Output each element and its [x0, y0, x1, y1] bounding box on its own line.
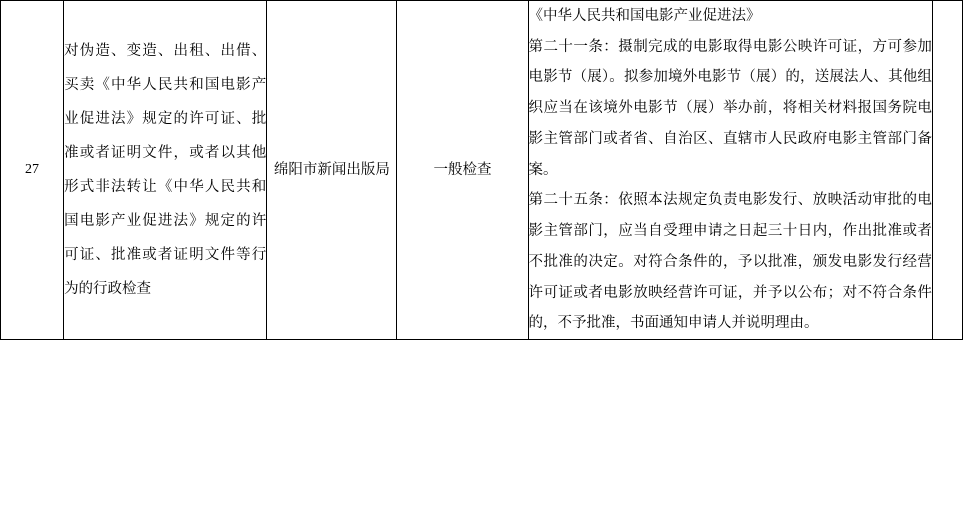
inspection-basis-cell	[528, 1, 932, 340]
inspection-matter-cell: 对伪造、变造、出租、出借、买卖《中华人民共和国电影产业促进法》规定的许可证、批准或者证明文件，或者以其他形式非法转让《中华人民共和国电影产业促进法》规定的许可证、批准或者证明文件等行为的行政检查	[64, 1, 267, 340]
table-row	[1, 1, 963, 340]
basis-paragraph-article-21: 第二十一条：摄制完成的电影取得电影公映许可证，方可参加电影节（展）。拟参加境外电影节（展）的，送展法人、其他组织应当在该境外电影节（展）举办前，将相关材料报国务院电影主管部门或者省、自治区、直辖市人民政府电影主管部门备案。	[528, 38, 932, 178]
inspection-type-cell: 一般检查	[397, 1, 528, 340]
basis-paragraph-article-25: 第二十五条：依照本法规定负责电影发行、放映活动审批的电影主管部门，应当自受理申请之日起三十日内，作出批准或者不批准的决定。对符合条件的，予以批准，颁发电影发行经营许可证或者电影放映经营许可证，并予以公布；对不符合条件的，不予批准，书面通知申请人并说明理由。	[528, 192, 932, 332]
row-index-cell: 27	[1, 1, 64, 340]
trailing-empty-cell	[932, 1, 962, 340]
basis-paragraph-title: 《中华人民共和国电影产业促进法》	[528, 8, 761, 24]
implementing-department-cell: 绵阳市新闻出版局	[267, 1, 397, 340]
